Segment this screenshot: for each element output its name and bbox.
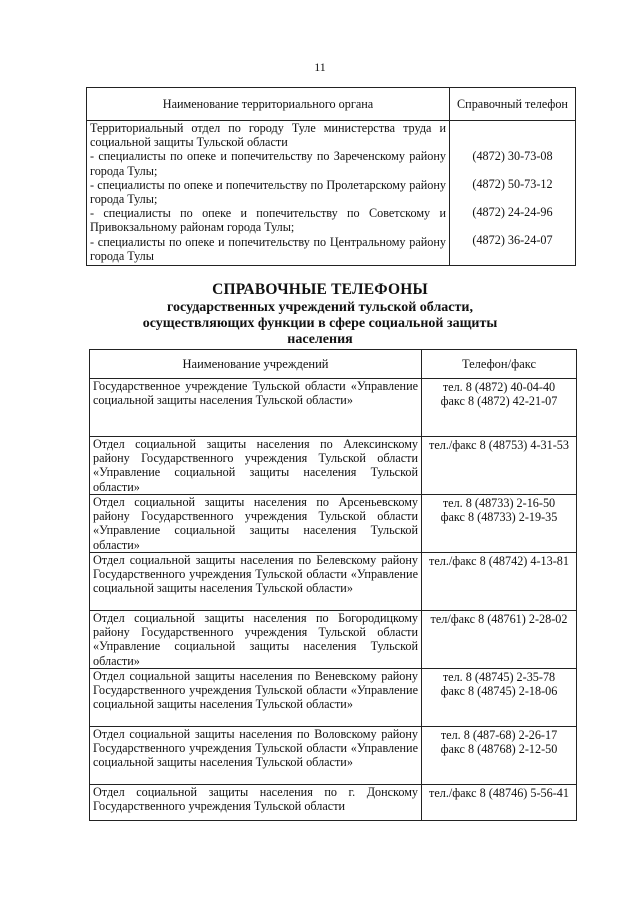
institution-name: Отдел социальной защиты населения по Богородицкому району Государственного учреждения Тульской области «Управление социальной защиты населения Тульской области»: [90, 611, 422, 669]
tel-line: тел/факс 8 (48761) 2-28-02: [430, 612, 568, 626]
tel-line: тел./факс 8 (48742) 4-13-81: [429, 554, 569, 568]
table-row: [90, 785, 577, 821]
tel-line: тел. 8 (48745) 2-35-78: [442, 670, 556, 684]
tel-line: тел./факс 8 (48746) 5-56-41: [429, 786, 569, 800]
phone-number: (4872) 30-73-08: [472, 149, 553, 163]
organ-line: - специалисты по опеке и попечительству по Зареченскому району города Тулы;: [90, 149, 446, 178]
tel-line: тел. 8 (487-68) 2-26-17: [440, 728, 558, 742]
fax-line: факс 8 (4872) 42-21-07: [440, 394, 558, 409]
institution-name: Отдел социальной защиты населения по Веневскому району Государственного учреждения Тульской области «Управление социальной защиты населения Тульской области»: [90, 669, 422, 727]
table-row: [90, 495, 577, 553]
institution-name: Отдел социальной защиты населения по Алексинскому району Государственного учреждения Тульской области «Управление социальной защиты населения Тульской области»: [90, 437, 422, 495]
institution-name: Отдел социальной защиты населения по Воловскому району Государственного учреждения Тульской области «Управление социальной защиты населения Тульской области»: [90, 727, 422, 785]
organ-line: Территориальный отдел по городу Туле министерства труда и социальной защиты Тульской области: [90, 121, 446, 150]
phone-number: (4872) 36-24-07: [472, 233, 553, 247]
tel-fax-cell: [422, 553, 577, 611]
phone-number: (4872) 50-73-12: [472, 177, 553, 191]
table-header-row: [90, 350, 577, 379]
organ-name-cell: [87, 121, 450, 266]
tel-fax-cell: [422, 379, 577, 437]
tel-line: тел. 8 (48733) 2-16-50: [442, 496, 556, 510]
fax-line: факс 8 (48733) 2-19-35: [440, 510, 558, 525]
institution-name: Отдел социальной защиты населения по Арсеньевскому району Государственного учреждения Тульской области «Управление социальной защиты населения Тульской области»: [90, 495, 422, 553]
tel-line: тел. 8 (4872) 40-04-40: [442, 380, 556, 394]
table-row: [90, 437, 577, 495]
table-row: [90, 379, 577, 437]
phone-number: (4872) 24-24-96: [472, 205, 553, 219]
tel-fax-cell: [422, 785, 577, 821]
organ-line: - специалисты по опеке и попечительству по Центральному району города Тулы: [90, 234, 446, 263]
column-header-phone: Справочный телефон: [450, 88, 576, 121]
table-row: [90, 553, 577, 611]
table-row: [87, 121, 576, 266]
institution-name: Отдел социальной защиты населения по Белевскому району Государственного учреждения Тульской области «Управление социальной защиты населения Тульской области»: [90, 553, 422, 611]
column-header-tel-fax: Телефон/факс: [422, 350, 577, 379]
institution-name: Отдел социальной защиты населения по г. Донскому Государственного учреждения Тульской области: [90, 785, 422, 821]
tel-fax-cell: [422, 495, 577, 553]
fax-line: факс 8 (48745) 2-18-06: [440, 684, 558, 699]
tel-fax-cell: [422, 727, 577, 785]
column-header-organ: Наименование территориального органа: [87, 88, 450, 121]
table-row: [90, 727, 577, 785]
column-header-institution: Наименование учреждений: [90, 350, 422, 379]
section-title: СПРАВОЧНЫЕ ТЕЛЕФОНЫ: [212, 281, 428, 298]
institutions-phones-table: [89, 349, 577, 821]
organ-line: - специалисты по опеке и попечительству по Советскому и Привокзальному районам города Тулы;: [90, 206, 446, 235]
institution-name: Государственное учреждение Тульской области «Управление социальной защиты населения Тульской области»: [90, 379, 422, 437]
tel-fax-cell: [422, 611, 577, 669]
organ-line: - специалисты по опеке и попечительству по Пролетарскому району города Тулы;: [90, 177, 446, 207]
tel-line: тел./факс 8 (48753) 4-31-53: [429, 438, 569, 452]
fax-line: факс 8 (48768) 2-12-50: [440, 742, 558, 757]
territorial-phones-table: [86, 87, 576, 266]
table-row: [90, 611, 577, 669]
table-header-row: [87, 88, 576, 121]
section-subtitle: государственных учреждений тульской области, осуществляющих функции в сфере социальной защиты населения: [142, 300, 498, 347]
phone-cell: [450, 121, 576, 266]
table-row: [90, 669, 577, 727]
tel-fax-cell: [422, 669, 577, 727]
page-number: 11: [314, 60, 326, 74]
tel-fax-cell: [422, 437, 577, 495]
